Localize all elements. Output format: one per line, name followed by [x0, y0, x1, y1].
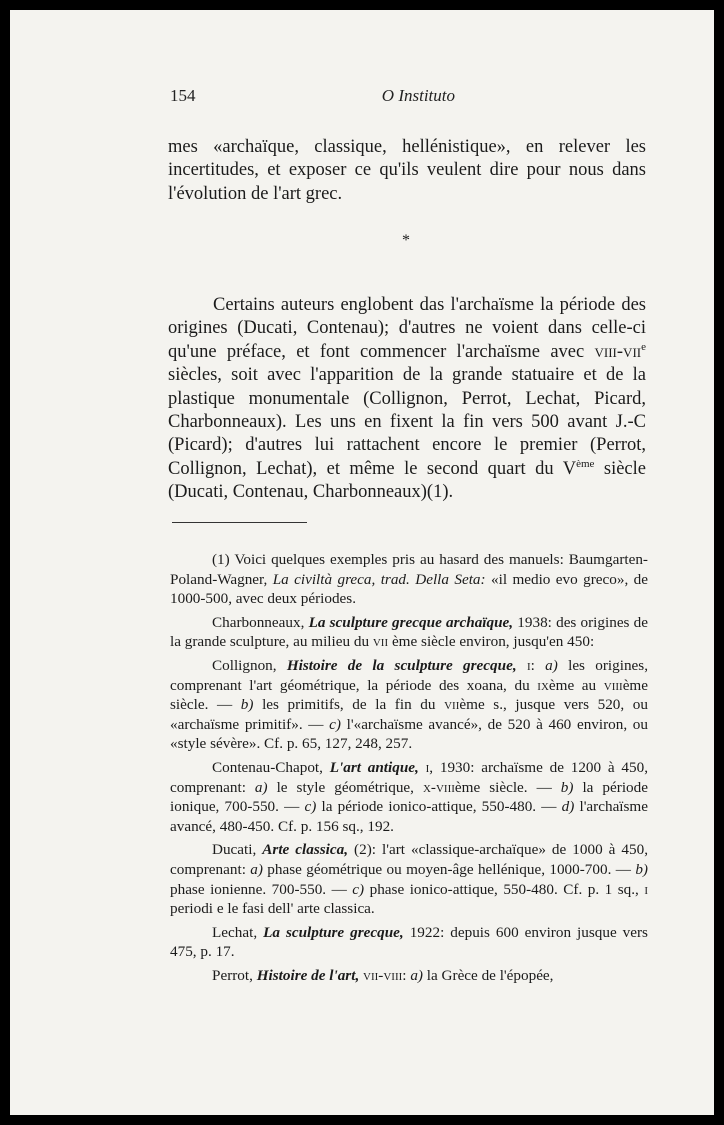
footnote-text: la période ionico-attique, 550-480. — — [316, 798, 562, 816]
footnote-text: les origines, comprenant l'art géométrique, la période des xoana, du — [170, 656, 648, 694]
paragraph-text: siècles, soit avec l'apparition de la grande statuaire et de la plastique monumentale (Collignon, Perrot, Lechat, Picard, Charbonneaux). Les uns en fixent la fin vers 500 avant J.-C (Picard); d'autres lui rattachent encore le premier (Perrot, Collignon, Lechat), et même le second quart du V — [168, 365, 646, 479]
author: Charbonneaux, — [212, 613, 309, 631]
author: Lechat, — [212, 923, 264, 941]
footnote-text: phase géométrique ou moyen-âge hellénique, 1000-700. — — [262, 860, 636, 878]
superscript: e — [641, 340, 646, 353]
paragraph-archaism-periods — [168, 294, 646, 505]
footnote-text: ème siècle. — — [170, 676, 648, 714]
roman-numeral: i — [644, 880, 648, 898]
roman-numeral: vii — [444, 696, 460, 714]
roman-numeral: x-viii — [422, 778, 455, 796]
list-marker: c) — [329, 715, 341, 733]
footnote-text: : — [402, 966, 411, 984]
footnote-text: l'archaïsme avancé, 480-450. Cf. p. 156 sq., 192. — [170, 798, 648, 835]
footnote-entry — [170, 840, 648, 918]
work-title: Histoire de la sculpture grecque, — [286, 656, 517, 674]
footnote-text: ème siècle environ, jusqu'en 450: — [388, 633, 595, 651]
list-marker: b) — [560, 778, 574, 796]
footnote-text: ème au — [548, 676, 604, 694]
footnote-rule — [172, 522, 307, 523]
footnote-text: la période ionique, 700-550. — — [170, 778, 648, 816]
author: Collignon, — [212, 656, 287, 674]
footnote-text: phase ionienne. 700-550. — — [170, 880, 353, 898]
footnote-text: periodi e le fasi dell' arte classica. — [170, 900, 375, 918]
paragraph-continuation: mes «archaïque, classique, hellénistique», en relever les incertitudes, et exposer ce qu'ils veulent dire pour nous dans l'évolution de l'art grec. — [168, 137, 646, 204]
superscript: ème — [576, 457, 595, 470]
book-page — [10, 10, 714, 1115]
running-title: O Instituto — [381, 86, 455, 105]
list-marker: a) — [545, 656, 558, 674]
footnote-text — [419, 759, 426, 776]
footnote-text: 1922: depuis 600 environ jusque vers 475, p. 17. — [170, 923, 648, 961]
footnote-text: phase ionico-attique, 550-480. Cf. p. 1 sq., — [364, 880, 645, 898]
footnote — [170, 550, 648, 609]
author: Ducati, — [212, 841, 263, 859]
roman-numeral: viii — [603, 676, 623, 694]
list-marker: c) — [352, 880, 365, 898]
paragraph-text: siècle (Ducati, Contenau, Charbonneaux) — [168, 458, 646, 503]
footnote-text: les primitifs, de la fin du — [253, 696, 445, 714]
footnote-text: ème siècle. — — [454, 778, 561, 796]
work-title: Arte classica, — [262, 841, 349, 859]
work-title: L'art antique, — [329, 758, 419, 776]
author: Contenau-Chapot, — [212, 758, 330, 776]
roman-numeral: ix — [537, 676, 549, 694]
footnote-entry — [170, 966, 648, 986]
work-title: La civiltà greca, trad. Della Seta: — [272, 570, 486, 588]
footnote-text: : — [530, 656, 546, 674]
list-marker: a) — [250, 860, 263, 878]
work-title: La sculpture grecque, — [263, 923, 404, 941]
work-title: La sculpture grecque archaïque, — [308, 613, 514, 631]
paragraph-text: Certains auteurs englobent das l'archaïsme la période des origines (Ducati, Contenau); d'autres ne voient dans celle-ci qu'une préface, et font commencer l'archaïsme avec — [168, 295, 646, 362]
list-marker: b) — [240, 696, 254, 714]
footnote-text: l'«archaïsme avancé», de 520 à 460 environ, ou «style sévère». Cf. p. 65, 127, 248, 257. — [170, 715, 648, 753]
footnote-text: Voici quelques exemples pris au hasard des manuels: Baumgarten-Poland-Wagner, — [170, 551, 648, 588]
roman-numeral: vii — [372, 633, 389, 651]
footnote-entry — [170, 758, 648, 836]
volume-number: i — [526, 656, 531, 674]
section-separator: * — [402, 232, 410, 249]
paragraph-text: . — [448, 482, 454, 503]
page-number: 154 — [170, 86, 196, 105]
list-marker: d) — [561, 798, 575, 816]
volume-number: i — [425, 758, 430, 776]
footnote-text: ème s., jusque vers 520, ou «archaïsme primitif». — — [170, 696, 648, 733]
footnote-text: 1938: des origines de la grande sculpture, au milieu du — [170, 613, 648, 651]
work-title: Histoire de l'art, — [256, 966, 360, 984]
footnote-text: la Grèce de l'épopée, — [422, 966, 554, 984]
centuries-roman: viii-vii — [594, 341, 642, 362]
footnote-reference: (1) — [426, 482, 449, 503]
footnote-marker: (1) — [212, 551, 230, 568]
footnote-text: «il medio evo greco», de 1000-500, avec deux périodes. — [170, 570, 648, 608]
footnote-entry — [170, 656, 648, 754]
footnote-text: (2): l'art «classique-archaïque» de 1000 à 450, comprenant: — [170, 841, 649, 878]
footnote-entry — [170, 923, 648, 962]
author: Perrot, — [212, 966, 257, 984]
list-marker: a) — [254, 778, 268, 796]
footnote-text: le style géométrique, — [267, 778, 423, 796]
volume-number: vii-viii — [363, 966, 403, 984]
footnote-text: , 1930: archaïsme de 1200 à 450, comprenant: — [170, 758, 649, 796]
footnote-text — [517, 657, 527, 674]
list-marker: c) — [304, 798, 317, 816]
footnote-entry — [170, 613, 648, 652]
footnotes — [170, 550, 648, 985]
list-marker: b) — [635, 860, 648, 878]
list-marker: a) — [410, 966, 423, 984]
